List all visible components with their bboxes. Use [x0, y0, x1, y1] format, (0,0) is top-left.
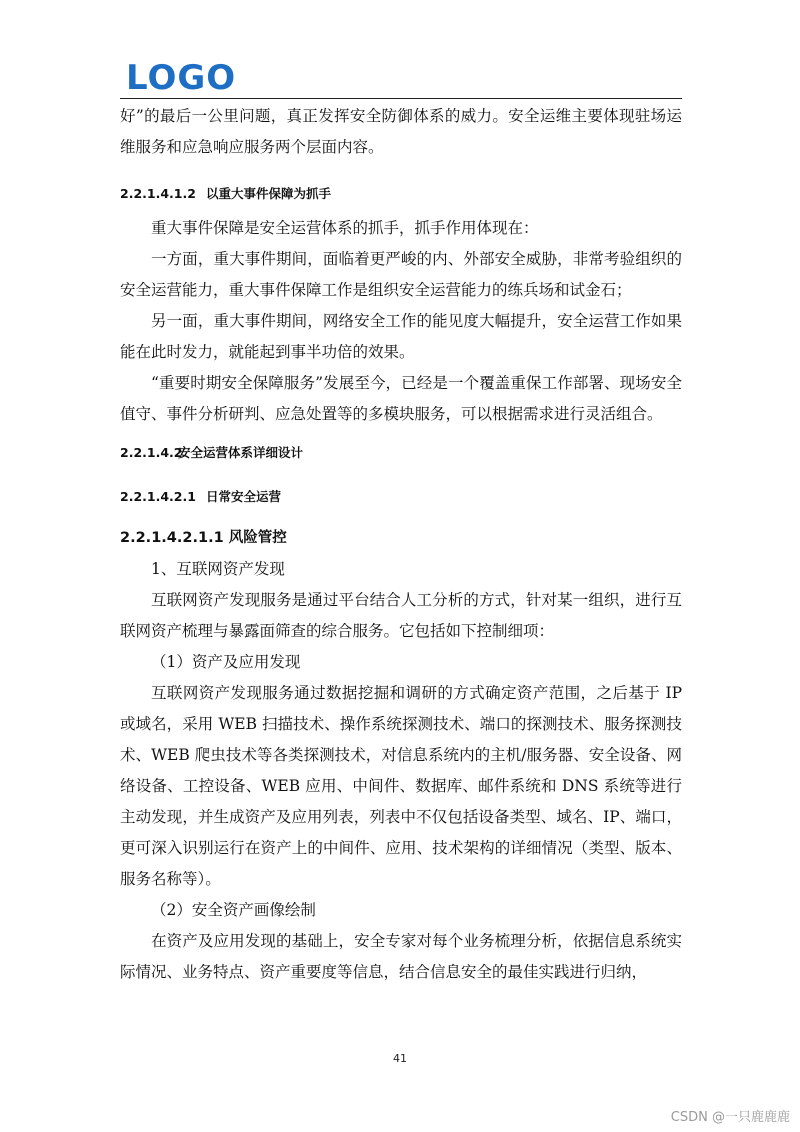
- paragraph-asset-portrait-1: 在资产及应用发现的基础上，安全专家对每个业务梳理分析，依据信息系统实际情况、业务特点、资产重要度等信息，结合信息安全的最佳实践进行归纳，: [120, 932, 682, 981]
- paragraph-intro: 好”的最后一公里问题，真正发挥安全防御体系的威力。安全运维主要体现驻场运维服务和应急响应服务两个层面内容。: [120, 107, 682, 156]
- heading-2-2-1-4-1-2: [120, 185, 682, 203]
- header-divider: [120, 98, 682, 99]
- page-number: 41: [393, 1052, 407, 1065]
- paragraph-major-event-2: 一方面，重大事件期间，面临着更严峻的内、外部安全威胁，非常考验组织的安全运营能力，重大事件保障工作是组织安全运营能力的练兵场和试金石；: [120, 250, 682, 299]
- heading-number: 2.2.1.4.2: [120, 445, 183, 460]
- heading-number: 2.2.1.4.2.1: [120, 489, 196, 504]
- paragraph-major-event-3: 另一面，重大事件期间，网络安全工作的能见度大幅提升，安全运营工作如果能在此时发力，就能起到事半功倍的效果。: [120, 312, 682, 361]
- heading-title: 日常安全运营: [206, 489, 282, 504]
- heading-title: 安全运营体系详细设计: [178, 445, 304, 460]
- document-body: [120, 101, 682, 988]
- heading-2-2-1-4-2-1: [120, 488, 682, 506]
- heading-number: 2.2.1.4.2.1.1: [120, 530, 224, 546]
- paragraph-major-event-4: “重要时期安全保障服务”发展至今，已经是一个覆盖重保工作部署、现场安全值守、事件分析研判、应急处置等的多模块服务，可以根据需求进行灵活组合。: [120, 374, 682, 423]
- heading-2-2-1-4-2: [120, 444, 682, 462]
- paragraph-asset-discovery-1: 互联网资产发现服务是通过平台结合人工分析的方式，针对某一组织，进行互联网资产梳理与暴露面筛查的综合服务。它包括如下控制细项：: [120, 591, 682, 640]
- paragraph-asset-discovery-2: 互联网资产发现服务通过数据挖掘和调研的方式确定资产范围，之后基于 IP 或域名，采用 WEB 扫描技术、操作系统探测技术、端口的探测技术、服务探测技术、WEB 爬虫技术等各类探测技术，对信息系统内的主机/服务器、安全设备、网络设备、工控设备、WEB 应用、中间件、数据库、邮件系统和 DNS 系统等进行主动发现，并生成资产及应用列表，列表中不仅包括设备类型、域名、IP、端口，更可深入识别运行在资产上的中间件、应用、技术架构的详细情况（类型、版本、服务名称等）。: [120, 684, 682, 888]
- sub-item-security-asset-portrait: （2）安全资产画像绘制: [151, 901, 316, 919]
- heading-number: 2.2.1.4.1.2: [120, 186, 196, 201]
- heading-title: 以重大事件保障为抓手: [206, 186, 332, 201]
- sub-item-asset-app-discovery: （1）资产及应用发现: [151, 653, 301, 671]
- heading-title: 风险管控: [228, 530, 287, 546]
- logo: LOGO: [126, 58, 237, 98]
- paragraph-major-event-1: 重大事件保障是安全运营体系的抓手，抓手作用体现在：: [151, 219, 539, 237]
- list-item-internet-asset-discovery: 1、互联网资产发现: [151, 560, 285, 578]
- heading-2-2-1-4-2-1-1: [120, 528, 682, 548]
- csdn-watermark: CSDN @一只鹿鹿鹿: [670, 1110, 790, 1125]
